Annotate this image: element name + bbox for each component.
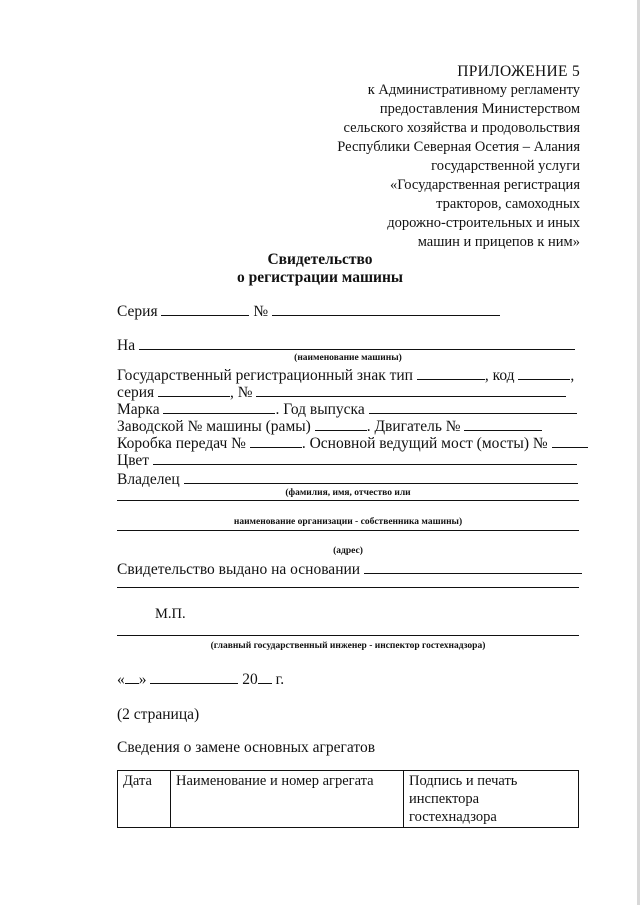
color-field[interactable] bbox=[153, 451, 577, 465]
appendix-line: дорожно-строительных и иных bbox=[387, 215, 580, 231]
year-prefix: 20 bbox=[242, 671, 258, 688]
aggregates-table bbox=[117, 770, 579, 828]
gearbox-label: Коробка передач № bbox=[117, 435, 246, 452]
brand-label: Марка bbox=[117, 401, 160, 418]
series-lower-label: серия bbox=[117, 384, 155, 401]
factory-no-label: Заводской № машины (рамы) bbox=[117, 418, 311, 435]
appendix-line: государственной услуги bbox=[431, 158, 580, 174]
comma-number-label: , № bbox=[230, 384, 253, 401]
appendix-line: к Административному регламенту bbox=[367, 82, 580, 98]
code-label: , код bbox=[484, 367, 515, 384]
day-field[interactable] bbox=[125, 670, 139, 684]
stamp-label: М.П. bbox=[155, 606, 186, 622]
year-field[interactable] bbox=[369, 400, 577, 414]
owner-label: Владелец bbox=[117, 471, 180, 488]
caption-org-name: наименование организации - собственника машины) bbox=[233, 517, 463, 527]
appendix-header bbox=[337, 62, 580, 252]
caption-inspector: (главный государственный инженер - инспектор гостехнадзора) bbox=[210, 641, 486, 651]
issued-basis-row bbox=[117, 560, 582, 579]
date-open-quote: « bbox=[117, 671, 125, 688]
year-suffix-field[interactable] bbox=[258, 670, 272, 684]
number-field[interactable] bbox=[272, 302, 500, 316]
caption-machine-name: (наименование машины) bbox=[294, 353, 402, 363]
col-date: Дата bbox=[118, 771, 171, 828]
date-row bbox=[117, 670, 284, 689]
reg-sign-label: Государственный регистрационный знак тип bbox=[117, 367, 413, 384]
appendix-heading: ПРИЛОЖЕНИЕ 5 bbox=[457, 63, 580, 80]
color-row bbox=[117, 451, 577, 470]
section-title: Сведения о замене основных агрегатов bbox=[117, 739, 376, 756]
gearbox-no-field[interactable] bbox=[250, 434, 302, 448]
issued-basis-label: Свидетельство выдано на основании bbox=[117, 561, 361, 578]
axle-label: . Основной ведущий мост (мосты) № bbox=[301, 435, 548, 452]
caption-address: (адрес) bbox=[333, 546, 363, 556]
issued-basis-field[interactable] bbox=[364, 560, 582, 574]
year-suffix: г. bbox=[275, 671, 285, 688]
col-signature bbox=[404, 771, 579, 828]
reg-sign-code-field[interactable] bbox=[518, 366, 570, 380]
appendix-line: машин и прицепов к ним» bbox=[417, 234, 580, 250]
reg-sign-type-field[interactable] bbox=[417, 366, 485, 380]
address-field-line[interactable] bbox=[117, 530, 579, 531]
issued-basis-field-line-2[interactable] bbox=[117, 587, 579, 588]
appendix-line: предоставления Министерством bbox=[379, 101, 580, 117]
brand-field[interactable] bbox=[163, 400, 275, 414]
col-aggregate-name: Наименование и номер агрегата bbox=[171, 771, 404, 828]
reg-series-field[interactable] bbox=[158, 383, 230, 397]
appendix-line: «Государственная регистрация bbox=[389, 177, 580, 193]
trailing-comma: , bbox=[570, 367, 575, 384]
engine-label: . Двигатель № bbox=[366, 418, 461, 435]
engine-no-field[interactable] bbox=[464, 417, 542, 431]
series-label: Серия bbox=[117, 303, 158, 320]
date-close-quote: » bbox=[138, 671, 147, 688]
inspector-signature-line[interactable] bbox=[117, 635, 579, 636]
col-signature-line-3: гостехнадзора bbox=[409, 809, 497, 825]
series-field[interactable] bbox=[161, 302, 249, 316]
owner-field-line-2[interactable] bbox=[117, 500, 579, 501]
month-field[interactable] bbox=[150, 670, 238, 684]
machine-name-field[interactable] bbox=[139, 336, 575, 350]
document-title: Свидетельство bbox=[267, 251, 373, 268]
table-row bbox=[118, 771, 579, 828]
year-label: . Год выпуска bbox=[275, 401, 365, 418]
second-page-label: (2 страница) bbox=[117, 706, 200, 723]
color-label: Цвет bbox=[117, 452, 150, 469]
factory-no-field[interactable] bbox=[315, 417, 367, 431]
reg-number-field[interactable] bbox=[256, 383, 566, 397]
appendix-line: Республики Северная Осетия – Алания bbox=[337, 139, 580, 155]
appendix-line: сельского хозяйства и продовольствия bbox=[343, 120, 580, 136]
axle-no-field[interactable] bbox=[552, 434, 588, 448]
col-signature-line-2: инспектора bbox=[409, 791, 480, 807]
caption-owner-name: (фамилия, имя, отчество или bbox=[285, 488, 411, 498]
col-signature-line-1: Подпись и печать bbox=[409, 773, 518, 789]
na-label: На bbox=[117, 337, 136, 354]
owner-field[interactable] bbox=[184, 470, 578, 484]
number-label: № bbox=[253, 303, 269, 320]
appendix-line: тракторов, самоходных bbox=[436, 196, 580, 212]
document-subtitle: о регистрации машины bbox=[236, 269, 404, 286]
series-row bbox=[117, 302, 500, 321]
